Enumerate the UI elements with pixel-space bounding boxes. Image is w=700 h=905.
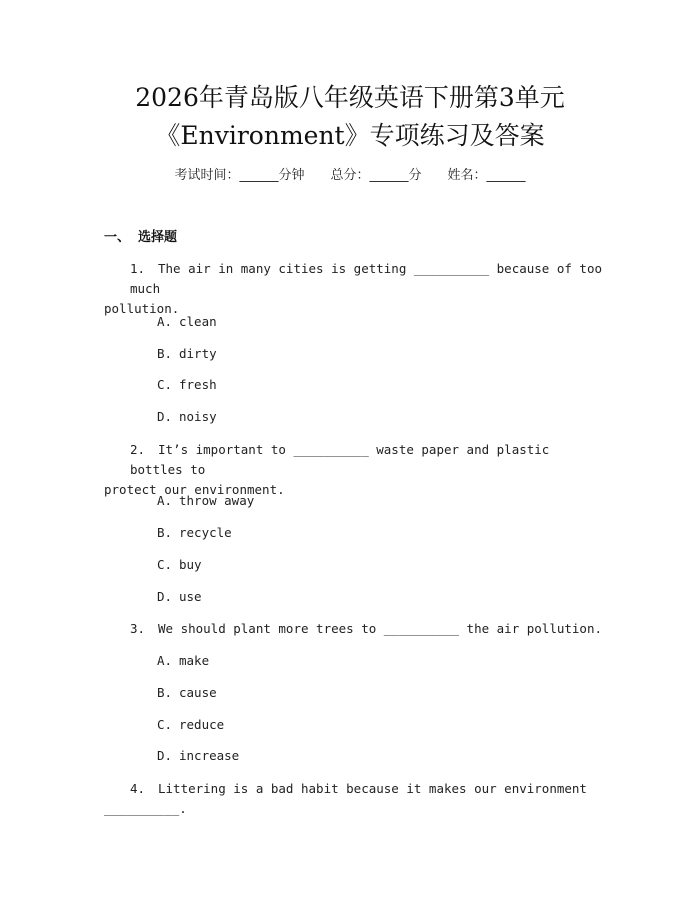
question-text: Littering is a bad habit because it makes our environment — [158, 781, 587, 796]
option-1b[interactable]: B. dirty — [157, 346, 217, 361]
question-text-continued: __________. — [104, 801, 187, 816]
question-text: The air in many cities is getting __________ because of too much — [130, 261, 610, 296]
option-2a[interactable]: A. throw away — [157, 493, 255, 508]
document-title-line-1: 2026年青岛版八年级英语下册第3单元 — [135, 83, 565, 112]
question-4 — [104, 779, 604, 819]
option-3a[interactable]: A. make — [157, 653, 210, 668]
option-2c[interactable]: C. buy — [157, 557, 202, 572]
option-2d[interactable]: D. use — [157, 589, 202, 604]
option-1a[interactable]: A. clean — [157, 314, 217, 329]
question-text: It’s important to __________ waste paper and plastic bottles to — [130, 442, 557, 477]
option-1d[interactable]: D. noisy — [157, 409, 217, 424]
question-number: 2. — [130, 442, 146, 457]
option-3d[interactable]: D. increase — [157, 748, 240, 763]
exam-info — [0, 166, 700, 186]
question-number: 4. — [130, 781, 146, 796]
question-3 — [104, 619, 604, 639]
option-2b[interactable]: B. recycle — [157, 525, 232, 540]
exam-time-label: 考试时间：______分钟 — [174, 168, 305, 183]
section-number: 一、 — [104, 230, 131, 245]
question-text-continued: protect our environment. — [104, 482, 285, 497]
section-title: 选择题 — [138, 230, 178, 245]
question-number: 1. — [130, 261, 146, 276]
question-text-continued: pollution. — [104, 301, 180, 316]
document-title-line-2: 《Environment》专项练习及答案 — [155, 121, 545, 150]
exam-score-label: 总分：______分 — [330, 168, 422, 183]
question-1 — [104, 259, 610, 319]
section-heading — [104, 228, 177, 248]
option-1c[interactable]: C. fresh — [157, 377, 217, 392]
option-3c[interactable]: C. reduce — [157, 717, 225, 732]
option-3b[interactable]: B. cause — [157, 685, 217, 700]
question-number: 3. — [130, 621, 146, 636]
exam-name-label: 姓名：______ — [447, 168, 526, 183]
question-text: We should plant more trees to __________ the air pollution. — [158, 621, 603, 636]
